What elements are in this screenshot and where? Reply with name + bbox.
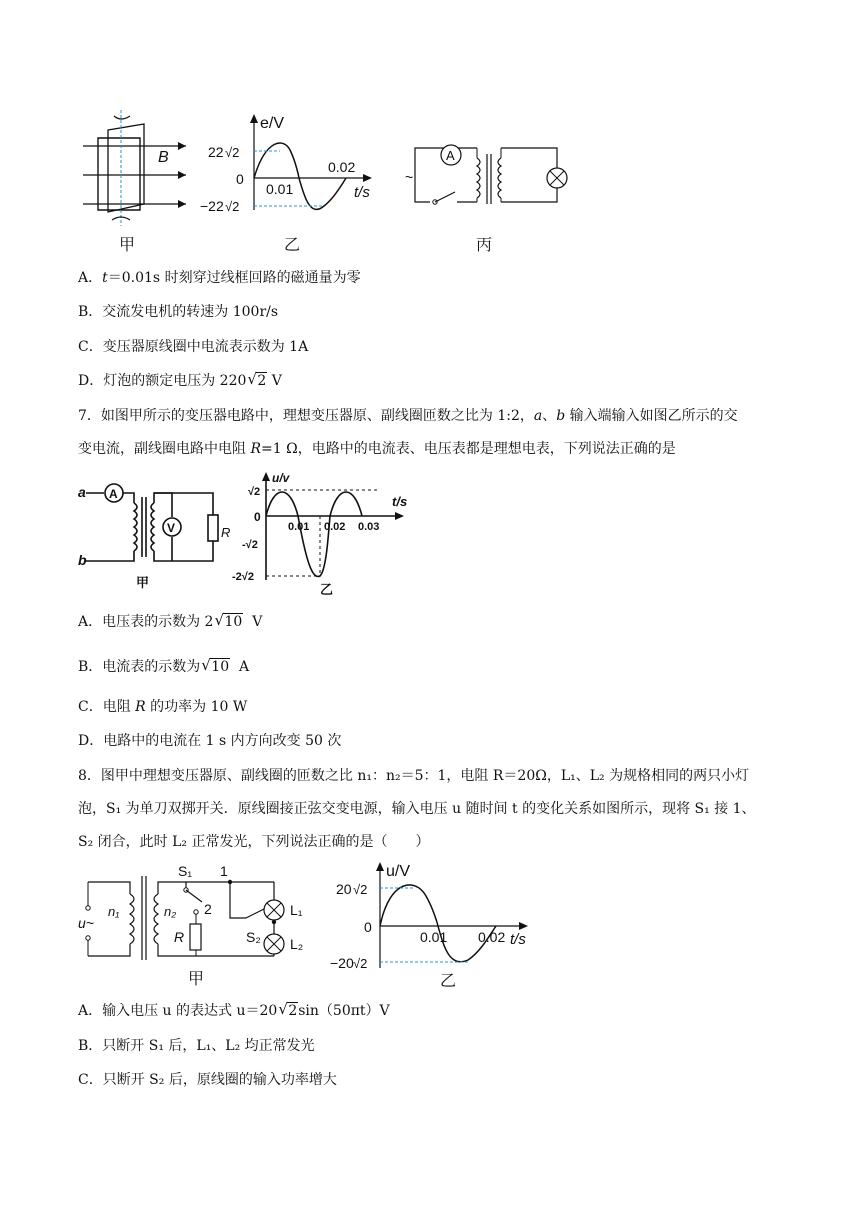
svg-text:−20: −20	[330, 955, 354, 971]
svg-text:√2: √2	[353, 882, 368, 897]
svg-text:b: b	[78, 552, 87, 568]
q6-option-b[interactable]: B．交流发电机的转速为 100r/s	[78, 304, 279, 320]
svg-text:L₁: L₁	[290, 902, 303, 918]
figure6-caption-yi: 乙	[284, 235, 301, 254]
figure6-caption-bing: 丙	[476, 235, 493, 254]
svg-text:u/V: u/V	[386, 863, 411, 880]
svg-text:n₂: n₂	[164, 904, 177, 919]
svg-text:R: R	[174, 929, 185, 945]
svg-text:R: R	[221, 525, 231, 540]
ammeter-label: A	[446, 148, 455, 163]
figure6-jia-generator	[78, 108, 193, 228]
svg-text:S₂: S₂	[246, 929, 261, 945]
q8-stem-line1: 8．图甲中理想变压器原、副线圈的匝数之比 n₁：n₂＝5：1，电阻 R＝20Ω，L₁、L₂ 为规格相同的两只小灯	[78, 768, 750, 784]
q6-option-a[interactable]: A．t＝0.01s 时刻穿过线框回路的磁通量为零	[78, 270, 361, 286]
emf-peak-positive: 22	[208, 144, 224, 160]
svg-text:-√2: -√2	[242, 539, 258, 551]
emf-axis-label: e/V	[260, 115, 285, 132]
q8-stem-line2: 泡，S₁ 为单刀双掷开关．原线圈接正弦交变电源，输入电压 u 随时间 t 的变化关系如图所示，现将 S₁ 接 1、	[78, 801, 756, 817]
figure6-bing-transformer-circuit	[405, 140, 585, 215]
svg-text:√2: √2	[225, 145, 240, 160]
svg-text:a: a	[78, 484, 86, 500]
svg-text:0: 0	[364, 919, 372, 935]
svg-text:V: V	[167, 521, 176, 535]
svg-text:u~: u~	[78, 915, 94, 931]
svg-text:L₂: L₂	[290, 936, 304, 952]
figure8-jia-circuit	[78, 862, 323, 992]
q8-stem-line3: S₂ 闭合，此时 L₂ 正常发光，下列说法正确的是（ ）	[78, 834, 430, 850]
svg-text:20: 20	[336, 881, 352, 897]
svg-text:0.01: 0.01	[420, 929, 448, 945]
figure7-jia-circuit	[78, 475, 233, 595]
emf-tick-002: 0.02	[328, 159, 356, 175]
svg-text:A: A	[109, 487, 118, 501]
svg-text:n₁: n₁	[108, 904, 120, 919]
emf-time-axis-label: t/s	[354, 184, 370, 201]
svg-text:0: 0	[254, 510, 261, 524]
q7-stem-line1: 7．如图甲所示的变压器电路中，理想变压器原、副线圈匝数之比为 1:2，a、b 输入端输入如图乙所示的交	[78, 408, 738, 424]
q8-option-b[interactable]: B．只断开 S₁ 后，L₁、L₂ 均正常发光	[78, 1038, 315, 1054]
q7-option-b[interactable]: B．电流表的示数为√ 10 A	[78, 657, 249, 677]
emf-origin: 0	[236, 171, 244, 187]
svg-text:0.03: 0.03	[358, 521, 380, 533]
figure6-yi-emf-graph	[200, 110, 385, 235]
svg-text:甲: 甲	[136, 575, 150, 590]
svg-text:1: 1	[220, 863, 228, 879]
ac-source-symbol: ~	[405, 169, 414, 185]
q8-option-c[interactable]: C．只断开 S₂ 后，原线圈的输入功率增大	[78, 1072, 337, 1088]
svg-text:-2√2: -2√2	[232, 571, 254, 583]
svg-text:t/s: t/s	[510, 931, 526, 948]
svg-text:2: 2	[204, 901, 212, 917]
svg-text:√2: √2	[225, 199, 240, 214]
figure7-yi-voltage-graph	[228, 470, 418, 600]
svg-text:√2: √2	[248, 486, 261, 498]
q6-option-c[interactable]: C．变压器原线圈中电流表示数为 1A	[78, 339, 309, 355]
q7-option-a[interactable]: A．电压表的示数为 2√ 10 V	[78, 612, 262, 632]
svg-text:0.02: 0.02	[478, 929, 506, 945]
magnetic-field-label: B	[158, 149, 169, 166]
svg-text:0.02: 0.02	[324, 521, 346, 533]
svg-text:乙: 乙	[320, 582, 334, 597]
q7-stem-line2: 变电流，副线圈电路中电阻 R=1 Ω，电路中的电流表、电压表都是理想电表，下列说法正确的是	[78, 441, 676, 457]
svg-text:甲: 甲	[188, 971, 205, 988]
svg-text:S₁: S₁	[178, 863, 193, 879]
q7-option-c[interactable]: C．电阻 R 的功率为 10 W	[78, 699, 248, 715]
svg-text:0.01: 0.01	[288, 521, 310, 533]
svg-text:√2: √2	[353, 956, 368, 971]
resistor-icon	[208, 515, 218, 541]
figure6-caption-jia: 甲	[119, 235, 136, 254]
emf-peak-negative: −22	[200, 198, 224, 214]
emf-tick-001: 0.01	[266, 181, 294, 197]
svg-text:u/v: u/v	[272, 471, 290, 485]
svg-text:t/s: t/s	[392, 494, 408, 509]
q7-option-d[interactable]: D．电路中的电流在 1 s 内方向改变 50 次	[78, 733, 342, 749]
svg-text:乙: 乙	[440, 973, 457, 990]
q8-option-a[interactable]: A．输入电压 u 的表达式 u＝20√ 2sin（50πt）V	[78, 1001, 390, 1021]
resistor-icon	[190, 924, 201, 950]
figure8-yi-voltage-graph	[330, 856, 540, 990]
q6-option-d[interactable]: D．灯泡的额定电压为 220√ 2 V	[78, 371, 282, 391]
